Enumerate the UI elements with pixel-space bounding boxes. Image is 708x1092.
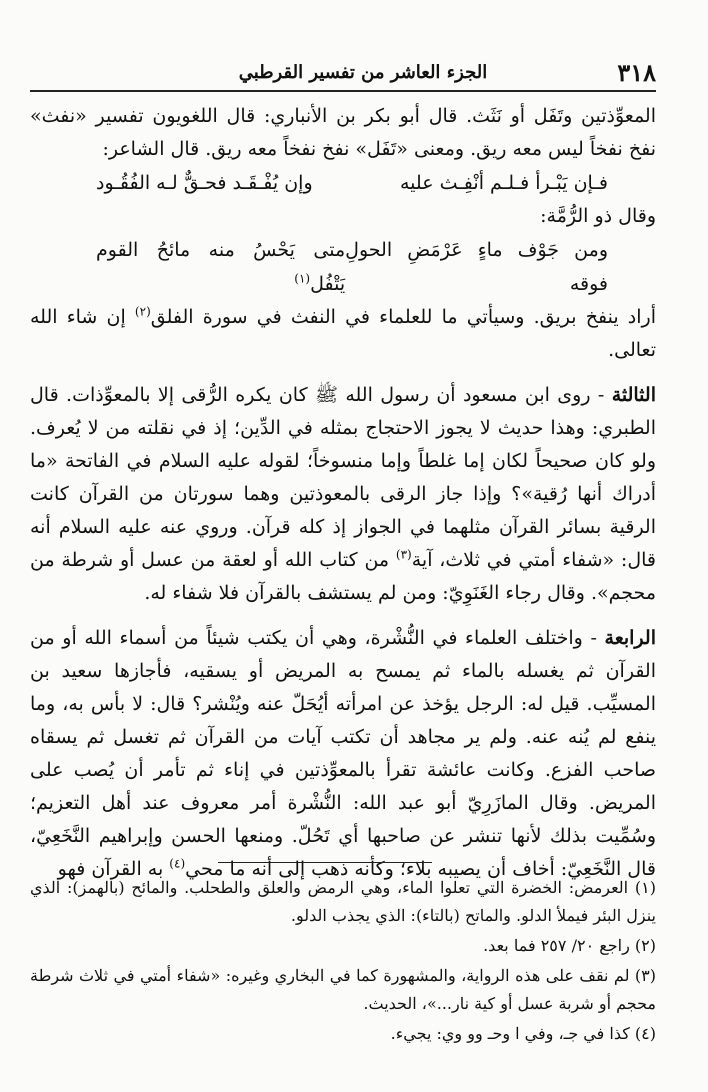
- section-heading-fourth: الرابعة: [604, 627, 656, 649]
- spacer: [30, 367, 656, 379]
- section-heading-third: الثالثة: [611, 384, 656, 406]
- verse-2: [30, 233, 656, 301]
- paragraph-5-end: به القرآن فهو: [57, 858, 170, 880]
- paragraph-2: وقال ذو الرُّمَّة:: [540, 205, 656, 227]
- footnote-rule: [218, 862, 432, 863]
- paragraph-5-text: - واختلف العلماء في النُّشْرة، وهي أن يكتب شيئاً من أسماء الله أو من القرآن ثم يغسله بالماء ثم يمسح به المريض أو يسقيه، فأجازها سعيد بن المسيِّب. قيل له: الرجل يؤخذ عن امرأته أيُحَلّ عنه ويُنْشر؟ قال: لا بأس به، وما ينفع لم يُنه عنه. ولم ير مجاهد أن تكتب آيات من القرآن ثم تغسل ثم يسقاه صاحب الفزع. وكانت عائشة تقرأ بالمعوِّذتين في إناء ثم تأمر أن يُصب على المريض. وقال المازَرِيّ أبو عبد الله: النُّشْرة أمر معروف عند أهل التعزيم؛ وسُمِّيت بذلك لأنها تنشر عن صاحبها أي تَحُلّ. ومنعها الحسن وإبراهيم النَّخَعِيّ، قال النَّخَعِيّ: أخاف أن يصيبه بلاء؛ وكأنه ذهب إلى أنه ما محي: [30, 627, 656, 880]
- paragraph-3-text: أراد ينفخ بريق. وسيأتي ما للعلماء في النفث في سورة الفلق: [150, 306, 656, 328]
- header-rule: [30, 90, 656, 92]
- paragraph-4-text: - روى ابن مسعود أن رسول الله ﷺ كان يكره الرُّقى إلا بالمعوِّذات. قال الطبري: وهذا حديث لا يجوز الاحتجاج بمثله في الدِّين؛ إذ في نقلته من لا يُعرف. ولو كان صحيحاً لكان إما غلطاً وإما منسوخاً؛ لقوله عليه السلام في الفاتحة «ما أدراك أنها رُقية»؟ وإذا جاز الرقى بالمعوذتين وهما سورتان من القرآن كانت الرقية بسائر القرآن مثلهما في الجواز إذ كله قرآن. وروي عنه عليه السلام أنه قال: «شفاء أمتي في ثلاث، آية: [30, 384, 656, 571]
- paragraph-third-issue: [30, 379, 656, 610]
- footnote-3: (٣) لم نقف على هذه الرواية، والمشهورة كما في البخاري وغيره: «شفاء أمتي في ثلاث شرطة محجم أو شربة عسل أو كية نار...»، الحديث.: [30, 966, 656, 1013]
- footnote-2: (٢) راجع ٢٠/ ٢٥٧ فما بعد.: [483, 936, 656, 955]
- verse-2-first-hemistich: ومن جَوْف ماءٍ عَرْمَضِ الحولِ فوقه: [345, 239, 608, 295]
- footnote-marker-2: (٢): [134, 304, 151, 319]
- spacer: [30, 610, 656, 622]
- running-title: الجزء العاشر من تفسير القرطبي: [238, 62, 488, 83]
- verse-2-second-hemistich: [96, 233, 345, 301]
- main-text: [30, 100, 656, 886]
- verse-1-first-hemistich: فـإن يَبْـرأ فـلـم أنْفِـث عليه: [400, 172, 608, 194]
- paragraph-fourth-issue: [30, 622, 656, 886]
- footnote-1: (١) العرمض: الخضرة التي تعلوا الماء، وهي الرمض والعلق والطحلب. والمائح (بالهمز): الذي ينزل البئر فيملأ الدلو. والماتح (بالتاء): الذي يجذب الدلو.: [30, 878, 656, 925]
- footnote-marker-1: (١): [294, 271, 311, 286]
- paragraph-3-end: إن شاء الله تعالى.: [30, 306, 656, 361]
- paragraph-1: المعوِّذتين وتَفَل أو نَثَث. قال أبو بكر بن الأنباري: قال اللغويون تفسير «نفث» نفخ نفخاً ليس معه ريق. ومعنى «تَفَل» نفخ نفخاً معه ريق. قال الشاعر:: [30, 105, 656, 160]
- page-number: ٣١٨: [617, 58, 656, 87]
- paragraph-4-end: من كتاب الله أو لعقة من عسل أو شرطة من محجم». وقال رجاء الغَنَوِيّ: ومن لم يستشف بالقرآن فلا شفاء له.: [30, 549, 656, 604]
- footnote-marker-4: (٤): [169, 856, 186, 871]
- verse-1: [30, 166, 656, 200]
- footnotes: [30, 874, 656, 1050]
- verse-2-text: متى يَحْسُ منه مائحُ القوم يَتْفُل: [96, 239, 346, 295]
- verse-1-second-hemistich: وإن يُفْـقَـد فحـقٌّ لـه الفُقُـود: [96, 172, 313, 194]
- page-header: [30, 58, 656, 92]
- paragraph-3: [30, 301, 656, 367]
- footnote-4: (٤) كذا في جـ، وفي ا وحـ وو وي: يجيء.: [390, 1024, 656, 1043]
- footnote-marker-3: (٣): [395, 547, 412, 562]
